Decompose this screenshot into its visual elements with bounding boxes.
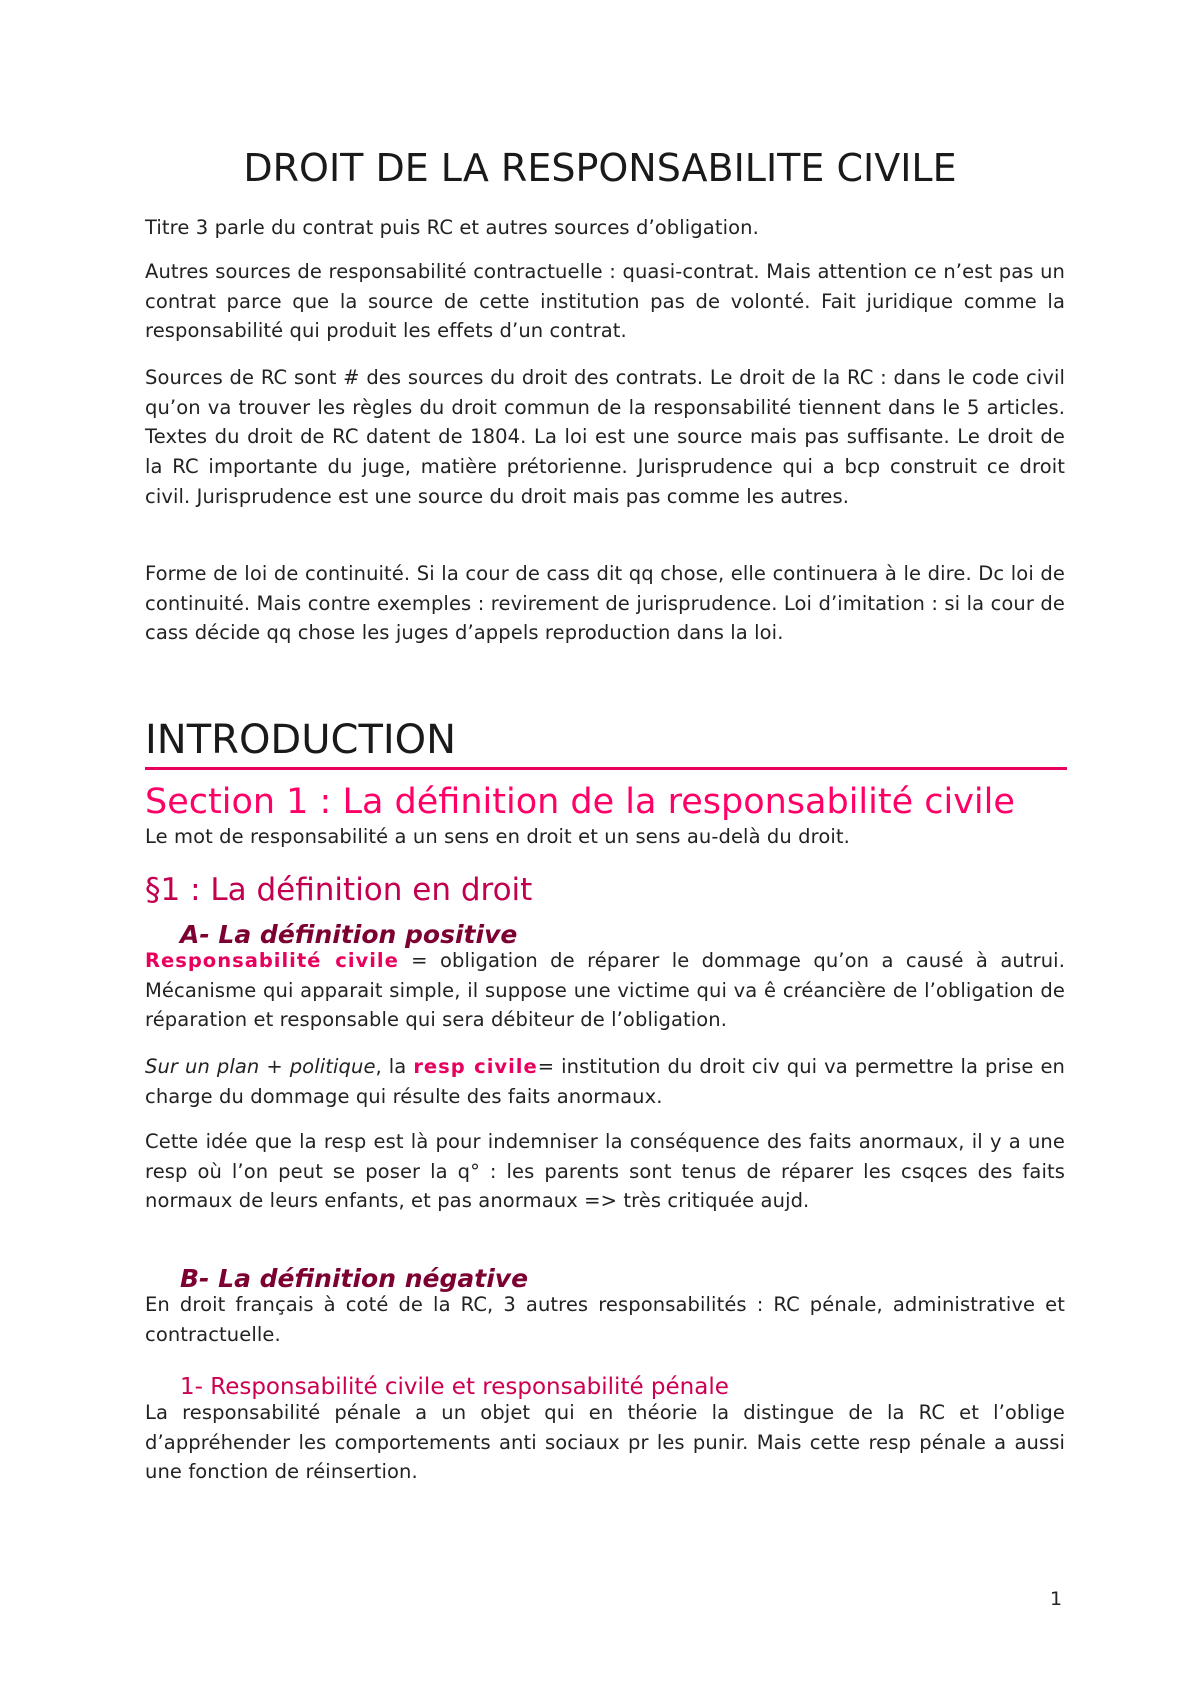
paragraph: En droit français à coté de la RC, 3 autres responsabilités : RC pénale, administrative et contractuelle. (145, 1293, 1065, 1346)
paragraph (145, 1052, 1065, 1111)
text: , la (375, 1055, 414, 1078)
page-number: 1 (1050, 1588, 1063, 1610)
paragraph: Sources de RC sont # des sources du droit des contrats. Le droit de la RC : dans le code civil qu’on va trouver les règles du droit commun de la responsabilité tiennent dans le 5 articles. Textes du droit de RC datent de 1804. La loi est une source mais pas suffisante. Le droit de la RC importante du juge, matière prétorienne. Jurisprudence qui a bcp construit ce droit civil. Jurisprudence est une source du droit mais pas comme les autres. (145, 366, 1065, 508)
paragraph: Le mot de responsabilité a un sens en droit et un sens au-delà du droit. (145, 825, 850, 848)
introduction-heading: INTRODUCTION (145, 717, 457, 763)
subheading-b1: 1- Responsabilité civile et responsabilité pénale (180, 1374, 729, 1400)
subheading-a: A- La définition positive (180, 920, 518, 949)
text: = obligation de réparer le dommage qu’on a causé à autrui. Mécanisme qui apparait simple, il suppose une victime qui va ê créancière de l’obligation de réparation et responsable qui sera débiteur de l’obligation. (145, 949, 1065, 1032)
text: = institution du droit civ qui va permettre la prise en charge du dommage qui résulte des faits anormaux. (145, 1055, 1066, 1108)
paragraph-heading: §1 : La définition en droit (145, 872, 533, 908)
paragraph: Titre 3 parle du contrat puis RC et autres sources d’obligation. (145, 216, 759, 239)
heading-rule (145, 767, 1067, 770)
italic-text: Sur un plan + politique (145, 1055, 376, 1078)
paragraph: Cette idée que la resp est là pour indemniser la conséquence des faits anormaux, il y a une resp où l’on peut se poser la q° : les parents sont tenus de réparer les csqces des faits normaux de leurs enfants, et pas anormaux => très critiquée aujd. (145, 1130, 1065, 1213)
document-title: DROIT DE LA RESPONSABILITE CIVILE (243, 146, 957, 190)
paragraph: La responsabilité pénale a un objet qui en théorie la distingue de la RC et l’oblige d’appréhender les comportements anti sociaux pr les punir. Mais cette resp pénale a aussi une fonction de réinsertion. (145, 1401, 1065, 1484)
paragraph: Autres sources de responsabilité contractuelle : quasi-contrat. Mais attention ce n’est pas un contrat parce que la source de cette institution pas de volonté. Fait juridique comme la responsabilité qui produit les effets d’un contrat. (145, 260, 1065, 343)
keyword: Responsabilité civile (145, 949, 399, 972)
subheading-b: B- La définition négative (180, 1264, 529, 1293)
keyword: resp civile (413, 1055, 538, 1078)
paragraph: Forme de loi de continuité. Si la cour de cass dit qq chose, elle continuera à le dire. Dc loi de continuité. Mais contre exemples : revirement de jurisprudence. Loi d’imitation : si la cour de cass décide qq chose les juges d’appels reproduction dans la loi. (145, 562, 1065, 645)
section-heading: Section 1 : La définition de la responsabilité civile (145, 782, 1015, 822)
paragraph (145, 946, 1065, 1035)
